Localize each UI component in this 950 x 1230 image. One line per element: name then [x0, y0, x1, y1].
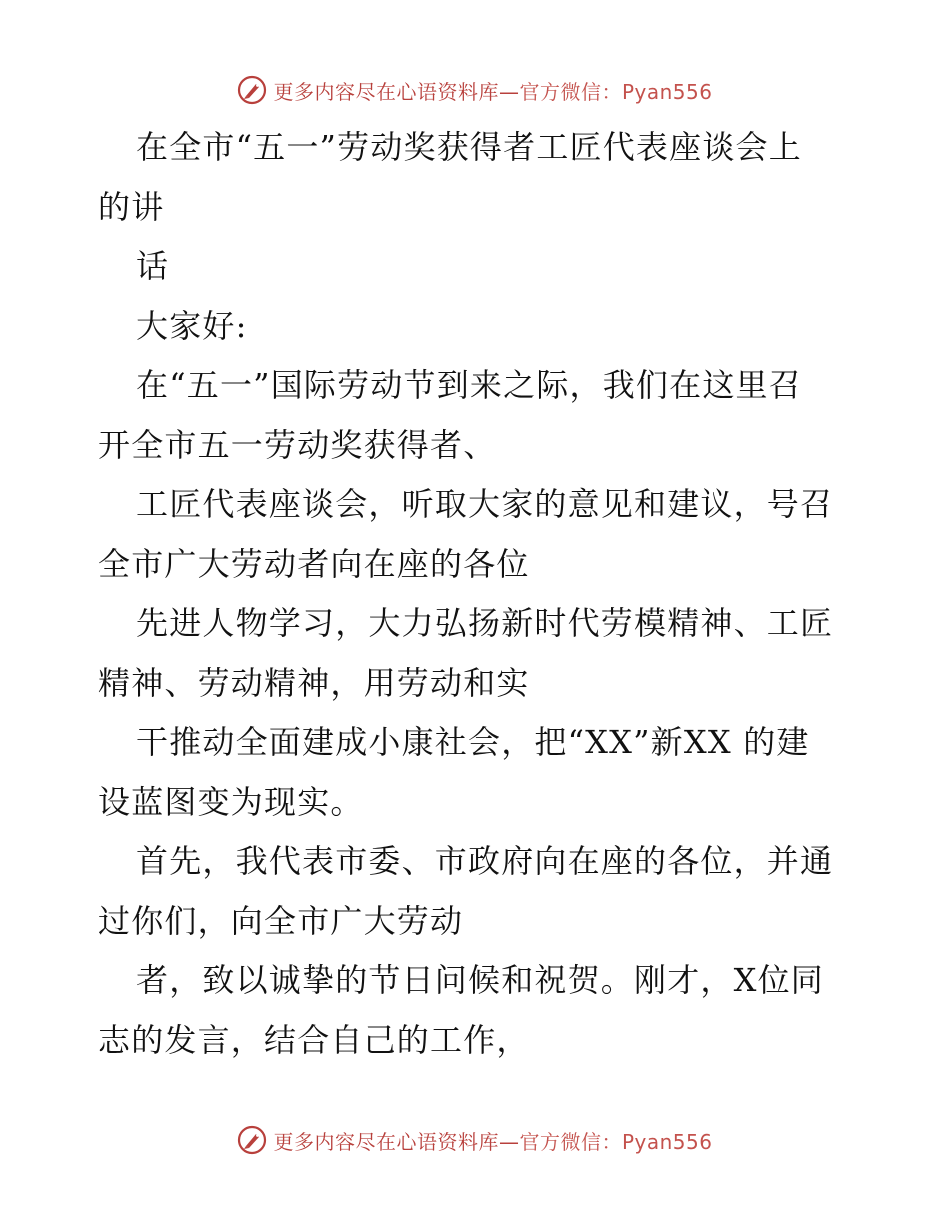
doc-line: 话 [136, 247, 170, 285]
banner-wechat-text: 官方微信：Pyan556 [519, 79, 713, 104]
footer-banner [0, 1120, 950, 1160]
pen-nib-logo-icon [237, 1125, 267, 1155]
banner-text [273, 76, 712, 105]
doc-line: 的讲 [98, 187, 165, 226]
banner-wechat-text: 官方微信：Pyan556 [519, 1129, 713, 1154]
banner-main-text: 更多内容尽在心语资料库— [273, 79, 520, 104]
header-banner [0, 70, 950, 110]
doc-line: 干推动全面建成小康社会，把“XX”新XX 的建 [136, 723, 810, 761]
doc-line: 设蓝图变为现实。 [98, 782, 364, 821]
pen-nib-logo-icon [237, 75, 267, 105]
doc-line: 大家好: [136, 306, 248, 345]
doc-line: 者，致以诚挚的节日问候和祝贺。刚才，X位同 [136, 961, 824, 999]
doc-line: 在全市“五一”劳动奖获得者工匠代表座谈会上 [136, 128, 802, 166]
doc-line: 工匠代表座谈会，听取大家的意见和建议，号召 [136, 485, 834, 523]
document-body [98, 118, 858, 1070]
doc-line: 在“五一”国际劳动节到来之际，我们在这里召 [136, 366, 802, 404]
doc-line: 精神、劳动精神，用劳动和实 [98, 663, 530, 702]
banner-main-text: 更多内容尽在心语资料库— [273, 1129, 520, 1154]
doc-line: 先进人物学习，大力弘扬新时代劳模精神、工匠 [136, 604, 834, 642]
doc-line: 首先，我代表市委、市政府向在座的各位，并通 [136, 842, 834, 880]
doc-line: 开全市五一劳动奖获得者、 [98, 425, 497, 464]
doc-line: 全市广大劳动者向在座的各位 [98, 544, 530, 583]
doc-line: 过你们，向全市广大劳动 [98, 901, 464, 940]
banner-text [273, 1126, 712, 1155]
doc-line: 志的发言，结合自己的工作， [98, 1020, 530, 1059]
